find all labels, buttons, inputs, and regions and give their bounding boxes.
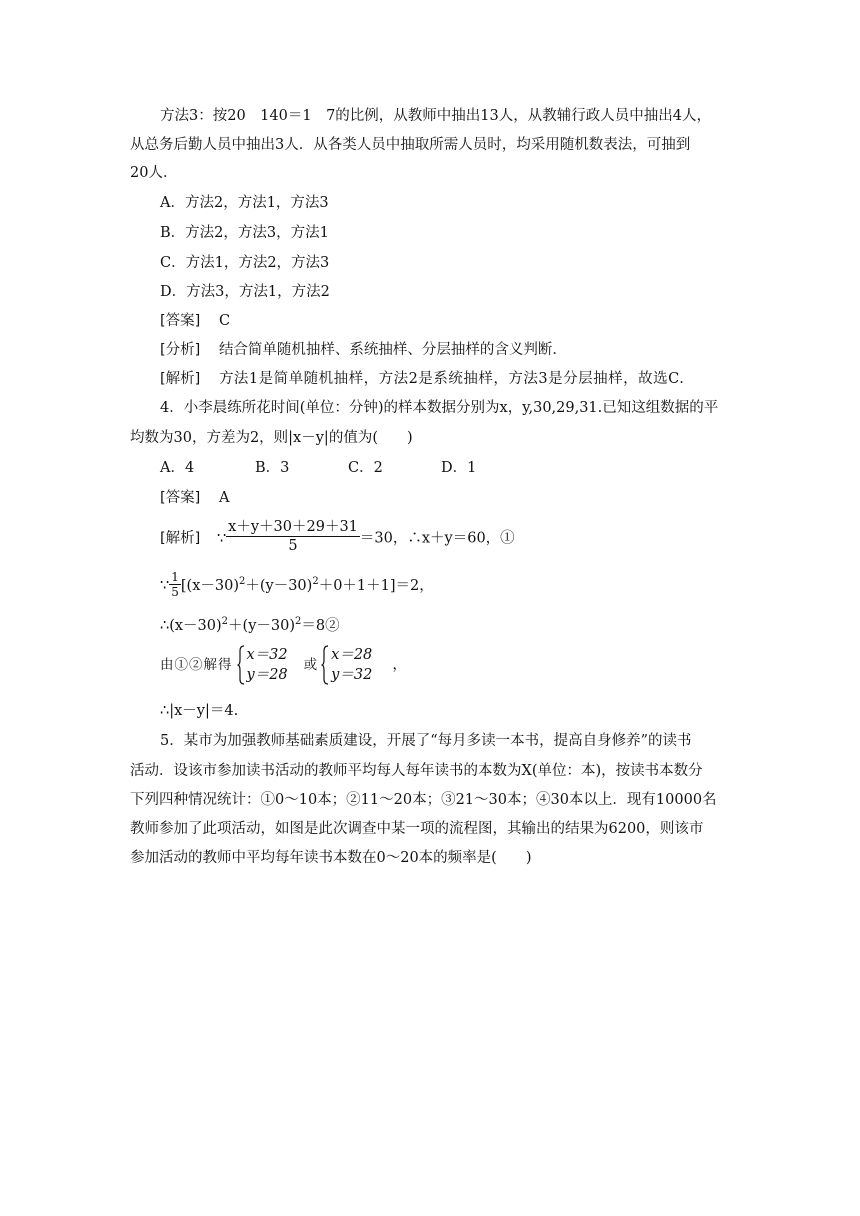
explain-text: 方法1是简单随机抽样，方法2是系统抽样，方法3是分层抽样，故选C. — [218, 371, 685, 387]
comma: ， — [392, 657, 407, 673]
q3-option-b: B．方法2，方法3，方法1 — [160, 225, 329, 241]
q4-answer-line — [160, 488, 229, 508]
square-exponent: 2 — [238, 576, 246, 588]
q4-option-b: B．3 — [255, 460, 290, 476]
q4-option-a: A．4 — [160, 460, 195, 476]
q5-line4: 教师参加了此项活动，如图是此次调查中某一项的流程图，其输出的结果为6200，则该市 — [130, 821, 704, 837]
q5-line1: 5．某市为加强教师基础素质建设，开展了“每月多读一本书，提高自身修养”的读书 — [160, 733, 692, 749]
step3-part-a: ∴(x－30) — [160, 618, 222, 634]
answer-tag: [答案] — [160, 490, 201, 506]
step3-part-b: ＋(y－30) — [228, 618, 296, 634]
analysis-text: 结合简单随机抽样、系统抽样、分层抽样的含义判断． — [218, 342, 567, 358]
q3-explain-line — [160, 369, 684, 389]
q5-line5: 参加活动的教师中平均每年读书本数在0～20本的频率是( ) — [130, 850, 532, 866]
q4-step3 — [160, 616, 340, 636]
q4-option-d: D．1 — [441, 460, 477, 476]
square-exponent: 2 — [221, 616, 229, 628]
system-2-row-1: x＝28 — [331, 647, 373, 663]
mean-fraction — [226, 518, 360, 555]
explain-tag: [解析] — [160, 371, 201, 387]
mean-fraction-denominator: 5 — [288, 538, 298, 554]
q3-method3-line3: 20人． — [130, 165, 178, 181]
answer-value: C — [218, 313, 231, 329]
square-exponent: 2 — [295, 616, 302, 628]
q5-line3: 下列四种情况统计：①0～10本；②11～20本；③21～30本；④30本以上．现有10000名 — [130, 792, 717, 808]
q4-stem-line1: 4．小李晨练所花时间(单位：分钟)的样本数据分别为x，y,30,29,31.已知这组数据的平 — [160, 400, 719, 416]
explain-tag: [解析] — [160, 530, 201, 547]
step1-tail: ＝30，∴x＋y＝60，① — [359, 530, 515, 547]
variance-fraction — [169, 570, 181, 599]
q5-line2: 活动．设该市参加读书活动的教师平均每人每年读书的本数为X(单位：本)，按读书本数分 — [130, 763, 703, 779]
step2-part-a: [(x－30) — [180, 578, 239, 594]
variance-fraction-denominator: 5 — [171, 584, 179, 599]
variance-fraction-numerator: 1 — [171, 569, 179, 584]
step3-part-c: ＝8② — [301, 618, 340, 634]
q3-analysis-line — [160, 340, 567, 360]
q3-option-a: A．方法2，方法1，方法3 — [160, 195, 329, 211]
q3-option-d: D．方法3，方法1，方法2 — [160, 284, 330, 300]
q4-step2 — [160, 568, 434, 604]
q4-result: ∴|x－y|＝4. — [160, 703, 239, 719]
q4-stem-line2: 均数为30，方差为2，则|x－y|的值为( ) — [130, 430, 413, 446]
step2-part-b: ＋(y－30) — [245, 578, 313, 594]
q3-option-c: C．方法1，方法2，方法3 — [160, 255, 330, 271]
q3-answer-line — [160, 311, 230, 331]
q4-step1 — [160, 520, 515, 557]
left-brace-icon — [321, 645, 329, 685]
q3-method3-line2: 从总务后勤人员中抽出3人．从各类人员中抽取所需人员时，均采用随机数表法，可抽到 — [130, 137, 691, 153]
system-1-row-2: y＝28 — [246, 667, 288, 683]
step2-part-c: ＋0＋1＋1]＝2， — [318, 578, 434, 594]
solve-prefix: 由①②解得 — [160, 657, 233, 673]
because-symbol: ∵ — [216, 530, 227, 547]
because-symbol: ∵ — [160, 578, 170, 594]
answer-tag: [答案] — [160, 313, 201, 329]
answer-value: A — [218, 490, 230, 506]
mean-fraction-numerator: x＋y＋30＋29＋31 — [228, 519, 358, 535]
q4-option-c: C．2 — [348, 460, 383, 476]
system-2 — [321, 645, 372, 685]
square-exponent: 2 — [312, 576, 319, 588]
system-2-row-2: y＝32 — [331, 667, 373, 683]
or-word: 或 — [303, 657, 318, 673]
system-1-row-1: x＝32 — [246, 647, 288, 663]
system-1 — [237, 645, 288, 685]
q3-method3-line1: 方法3：按20 140＝1 7的比例，从教师中抽出13人，从教辅行政人员中抽出4人， — [160, 108, 711, 124]
q4-step4 — [160, 644, 407, 686]
analysis-tag: [分析] — [160, 342, 201, 358]
left-brace-icon — [237, 645, 245, 685]
